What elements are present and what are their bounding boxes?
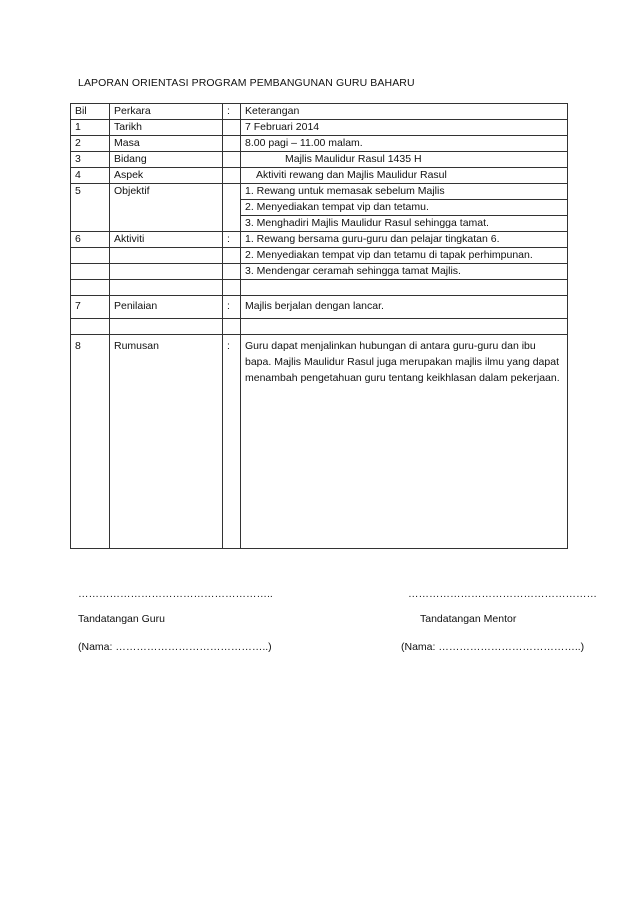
report-title: LAPORAN ORIENTASI PROGRAM PEMBANGUNAN GURU BAHARU	[78, 77, 415, 89]
row-perkara: Bidang	[110, 152, 223, 168]
header-colon: :	[223, 104, 241, 120]
row-colon	[223, 200, 241, 216]
guru-name-field: (Nama: ……………………………………..)	[78, 641, 272, 653]
empty-cell	[241, 319, 568, 335]
row-keterangan: Majlis berjalan dengan lancar.	[241, 296, 568, 319]
empty-cell	[71, 280, 110, 296]
empty-cell	[223, 319, 241, 335]
table-row	[71, 335, 568, 549]
mentor-signature-label: Tandatangan Mentor	[420, 613, 517, 625]
row-colon	[223, 152, 241, 168]
mentor-signature-line: ………………………………………………	[408, 588, 597, 600]
guru-signature-line: ………………………………………………..	[78, 588, 273, 600]
row-colon: :	[223, 296, 241, 319]
row-perkara: Tarikh	[110, 120, 223, 136]
mentor-name-field: (Nama: …………………………………..)	[401, 641, 585, 653]
row-bil: 6	[71, 232, 110, 248]
table-row	[71, 216, 568, 232]
row-colon	[223, 184, 241, 200]
row-bil	[71, 248, 110, 264]
row-perkara: Aspek	[110, 168, 223, 184]
row-keterangan: Majlis Maulidur Rasul 1435 H	[241, 152, 568, 168]
row-colon: :	[223, 232, 241, 248]
table-row	[71, 296, 568, 319]
row-bil: 7	[71, 296, 110, 319]
table-row-empty	[71, 280, 568, 296]
table-header-row	[71, 104, 568, 120]
row-perkara: Masa	[110, 136, 223, 152]
row-bil: 2	[71, 136, 110, 152]
table-row	[71, 168, 568, 184]
row-colon: :	[223, 335, 241, 549]
row-perkara: Penilaian	[110, 296, 223, 319]
rumusan-text: Guru dapat menjalinkan hubungan di antara guru-guru dan ibu bapa. Majlis Maulidur Rasul juga merupakan majlis ilmu yang dapat menambah pengetahuan guru tentang keikhlasan dalam pekerjaan.	[241, 335, 568, 549]
table-row	[71, 184, 568, 200]
objektif-item: 2. Menyediakan tempat vip dan tetamu.	[241, 200, 568, 216]
table-row-empty	[71, 319, 568, 335]
aktiviti-item: 2. Menyediakan tempat vip dan tetamu di tapak perhimpunan.	[241, 248, 568, 264]
table-row	[71, 248, 568, 264]
row-bil	[71, 264, 110, 280]
row-perkara	[110, 216, 223, 232]
empty-cell	[110, 280, 223, 296]
row-bil: 5	[71, 184, 110, 200]
aktiviti-item: 1. Rewang bersama guru-guru dan pelajar tingkatan 6.	[241, 232, 568, 248]
row-bil: 4	[71, 168, 110, 184]
row-perkara	[110, 248, 223, 264]
table-row	[71, 136, 568, 152]
header-keterangan: Keterangan	[241, 104, 568, 120]
row-bil: 1	[71, 120, 110, 136]
empty-cell	[241, 280, 568, 296]
row-keterangan: Aktiviti rewang dan Majlis Maulidur Rasul	[241, 168, 568, 184]
empty-cell	[223, 280, 241, 296]
objektif-item: 3. Menghadiri Majlis Maulidur Rasul sehingga tamat.	[241, 216, 568, 232]
report-table	[70, 103, 568, 549]
row-colon	[223, 216, 241, 232]
table-row	[71, 120, 568, 136]
aktiviti-item: 3. Mendengar ceramah sehingga tamat Majlis.	[241, 264, 568, 280]
row-keterangan: 8.00 pagi – 11.00 malam.	[241, 136, 568, 152]
row-colon	[223, 168, 241, 184]
row-perkara: Aktiviti	[110, 232, 223, 248]
row-colon	[223, 120, 241, 136]
table-row	[71, 152, 568, 168]
header-bil: Bil	[71, 104, 110, 120]
row-bil: 8	[71, 335, 110, 549]
row-colon	[223, 248, 241, 264]
row-perkara: Objektif	[110, 184, 223, 200]
header-perkara: Perkara	[110, 104, 223, 120]
table-row	[71, 200, 568, 216]
table-row	[71, 232, 568, 248]
row-bil	[71, 216, 110, 232]
row-colon	[223, 264, 241, 280]
row-perkara: Rumusan	[110, 335, 223, 549]
objektif-item: 1. Rewang untuk memasak sebelum Majlis	[241, 184, 568, 200]
row-bil	[71, 200, 110, 216]
guru-signature-label: Tandatangan Guru	[78, 613, 165, 625]
empty-cell	[110, 319, 223, 335]
table-row	[71, 264, 568, 280]
empty-cell	[71, 319, 110, 335]
row-colon	[223, 136, 241, 152]
row-perkara	[110, 200, 223, 216]
row-perkara	[110, 264, 223, 280]
row-keterangan: 7 Februari 2014	[241, 120, 568, 136]
row-bil: 3	[71, 152, 110, 168]
